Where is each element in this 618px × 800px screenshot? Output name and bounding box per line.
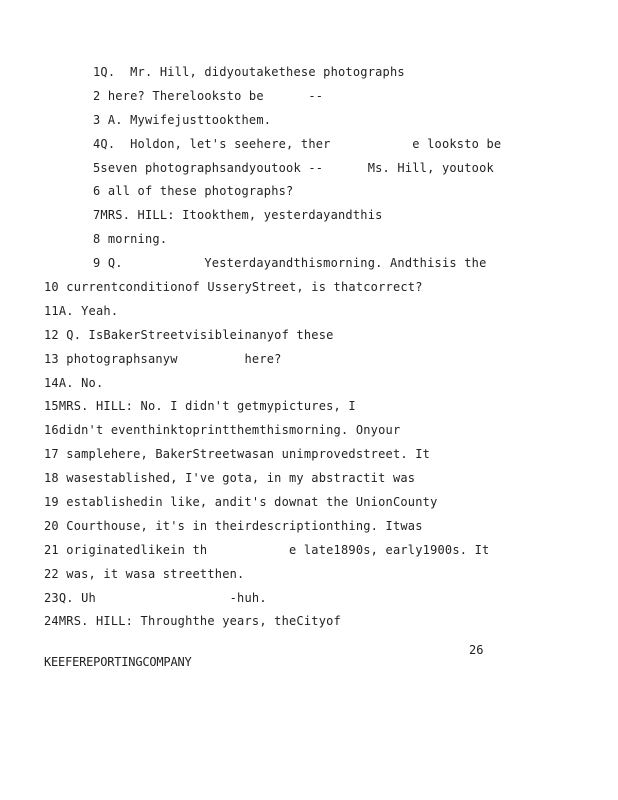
transcript-line: 18 wasestablished, I've gota, in my abstractit was	[44, 471, 416, 486]
transcript-line: 24MRS. HILL: Throughthe years, theCityof	[44, 614, 341, 629]
transcript-line: 9 Q. Yesterdayandthismorning. Andthisis the	[93, 256, 487, 271]
transcript-line: 2 here? Therelooksto be --	[93, 88, 324, 103]
transcript-line: 1Q. Mr. Hill, didyoutakethese photographs	[93, 65, 405, 79]
transcript-line: 17 samplehere, BakerStreetwasan unimprovedstreet. It	[44, 447, 431, 462]
transcript-line: 19 establishedin like, andit's downat the UnionCounty	[44, 495, 438, 510]
transcript-lines	[0, 61, 618, 634]
transcript-line: 22 was, it wasa streetthen.	[44, 566, 245, 581]
transcript-line: 16didn't eventhinktoprintthemthismorning. Onyour	[44, 423, 401, 438]
transcript-line: 12 Q. IsBakerStreetvisibleinanyof these	[44, 327, 334, 342]
transcript-line: 11A. Yeah.	[44, 303, 119, 318]
transcript-line: 15MRS. HILL: No. I didn't getmypictures, I	[44, 399, 356, 414]
transcript-line: 20 Courthouse, it's in theirdescriptionthing. Itwas	[44, 518, 423, 533]
transcript-line: 13 photographsanyw here?	[44, 351, 282, 366]
transcript-line: 7MRS. HILL: Itookthem, yesterdayandthis	[93, 208, 383, 223]
transcript-line: 4Q. Holdon, let's seehere, ther e looksto be	[93, 136, 502, 151]
transcript-line: 5seven photographsandyoutook -- Ms. Hill, youtook	[93, 160, 494, 175]
transcript-line: 21 originatedlikein th e late1890s, early1900s. It	[44, 542, 490, 557]
transcript-line: 23Q. Uh -huh.	[44, 590, 267, 605]
transcript-line: 8 morning.	[93, 232, 168, 247]
transcript-line: 3 A. Mywifejusttookthem.	[93, 112, 272, 127]
reporting-company-footer: KEEFEREPORTINGCOMPANY	[44, 655, 192, 669]
page-number: 26	[469, 643, 484, 657]
transcript-line: 10 currentconditionof UsseryStreet, is thatcorrect?	[44, 280, 423, 295]
transcript-line: 6 all of these photographs?	[93, 184, 294, 199]
transcript-line: 14A. No.	[44, 375, 104, 390]
